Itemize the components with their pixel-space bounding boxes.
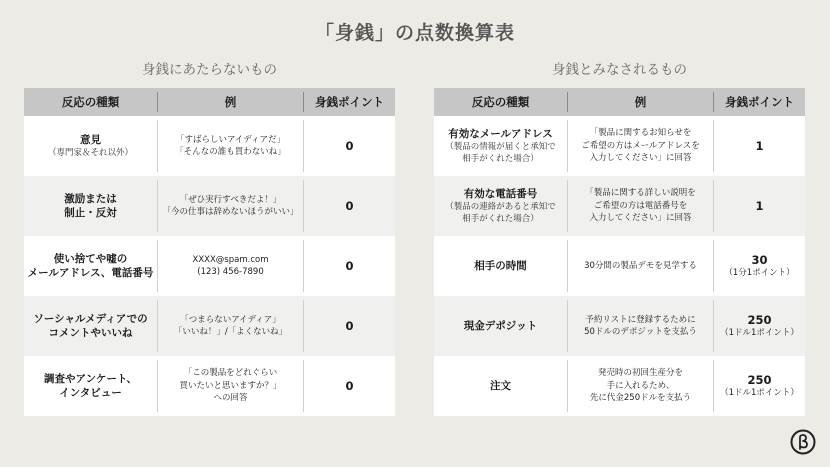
reaction-type-note: （製品の連絡があると承知で 相手がくれた場合） [445,202,556,224]
example-text: 「製品に関する詳しい説明を ご希望の方は電話番号を 入力してください」に回答 [585,188,696,224]
header-points: 身銭ポイント [725,95,794,109]
example-cell [158,360,304,412]
header-points: 身銭ポイント [315,95,384,109]
reaction-type-note: （製品の情報が届くと承知で 相手がくれた場合） [445,142,556,164]
reaction-type: 使い捨てや嘘の メールアドレス、電話番号 [27,253,154,279]
table-row [434,236,805,296]
table-row [24,296,395,356]
example-cell [158,300,304,352]
points-value: 0 [345,259,354,273]
example-cell [158,120,304,172]
points-value: 250 [747,373,772,387]
table-row [434,176,805,236]
table-row [24,176,395,236]
reaction-type-cell [434,240,568,292]
header-reaction-type: 反応の種類 [24,92,158,112]
points-cell [304,300,395,352]
example-text: 30分間の製品デモを見学する [584,260,697,271]
reaction-type-cell [24,240,158,292]
points-value: 1 [755,139,764,153]
example-text: 予約リストに登録するために 50ドルのデポジットを支払う [584,314,697,337]
reaction-type-note: （専門家＆それ以外） [47,148,133,158]
points-cell [714,240,805,292]
table-header [434,88,805,116]
reaction-type-cell [24,360,158,412]
example-text: 「製品に関するお知らせを ご希望の方はメールアドレスを 入力してください」に回答 [581,128,700,164]
reaction-type: 相手の時間 [474,260,527,272]
reaction-type-cell [24,120,158,172]
example-text: 発売時の初回生産分を 手に入れるため、 先に代金250ドルを支払う [589,368,692,404]
example-cell [568,180,714,232]
example-text: 「ぜひ実行すべきだよ！」 「今の仕事は辞めないほうがいい」 [162,194,299,217]
table-row [24,356,395,416]
reaction-type: 激励または 制止・反対 [64,193,117,219]
points-value: 1 [755,199,764,213]
header-example: 例 [568,92,714,112]
reaction-type: ソーシャルメディアでの コメントやいいね [33,313,148,339]
beta-logo-icon [790,429,816,455]
points-value: 30 [751,253,768,267]
reaction-type: 調査やアンケート、 インタビュー [44,373,137,399]
table-row [434,296,805,356]
example-text: 「この製品をどれぐらい 買いたいと思いますか？」 への回答 [179,368,282,404]
points-value: 250 [747,313,772,327]
reaction-type-cell [434,180,568,232]
left-table [24,88,395,416]
points-value: 0 [345,319,354,333]
table-row [434,116,805,176]
reaction-type: 意見 [80,134,101,146]
points-cell [304,120,395,172]
example-cell [158,180,304,232]
header-example: 例 [158,92,304,112]
header-reaction-type: 反応の種類 [434,92,568,112]
example-text: 「すばらしいアイディアだ」 「そんなの誰も買わないね」 [175,134,286,157]
reaction-type: 現金デポジット [463,320,538,332]
reaction-type-cell [434,120,568,172]
table-row [24,116,395,176]
example-cell [158,240,304,292]
table-header [24,88,395,116]
example-text: XXXX@spam.com (123) 456-7890 [192,254,269,277]
points-value: 0 [345,199,354,213]
example-cell [568,240,714,292]
points-cell [304,240,395,292]
example-cell [568,120,714,172]
points-value: 0 [345,379,354,393]
points-cell [714,180,805,232]
reaction-type-cell [434,300,568,352]
reaction-type: 注文 [490,380,511,392]
reaction-type: 有効な電話番号 [463,188,538,200]
points-cell [714,360,805,412]
example-cell [568,300,714,352]
table-row [434,356,805,416]
right-table [434,88,805,416]
left-section-title: 身銭にあたらないもの [142,62,277,78]
right-section-title: 身銭とみなされるもの [552,62,687,78]
reaction-type-cell [434,360,568,412]
points-cell [714,300,805,352]
points-note: （1ドル1ポイント） [720,328,799,338]
points-note: （1分1ポイント） [724,268,795,278]
reaction-type: 有効なメールアドレス [448,128,553,140]
example-text: 「つまらないアイディア」 「いいね！」/「よくないね」 [173,314,288,337]
page-title: 「身銭」の点数換算表 [314,22,515,44]
points-note: （1ドル1ポイント） [720,388,799,398]
table-row [24,236,395,296]
points-cell [714,120,805,172]
reaction-type-cell [24,300,158,352]
points-cell [304,360,395,412]
reaction-type-cell [24,180,158,232]
example-cell [568,360,714,412]
points-value: 0 [345,139,354,153]
points-cell [304,180,395,232]
